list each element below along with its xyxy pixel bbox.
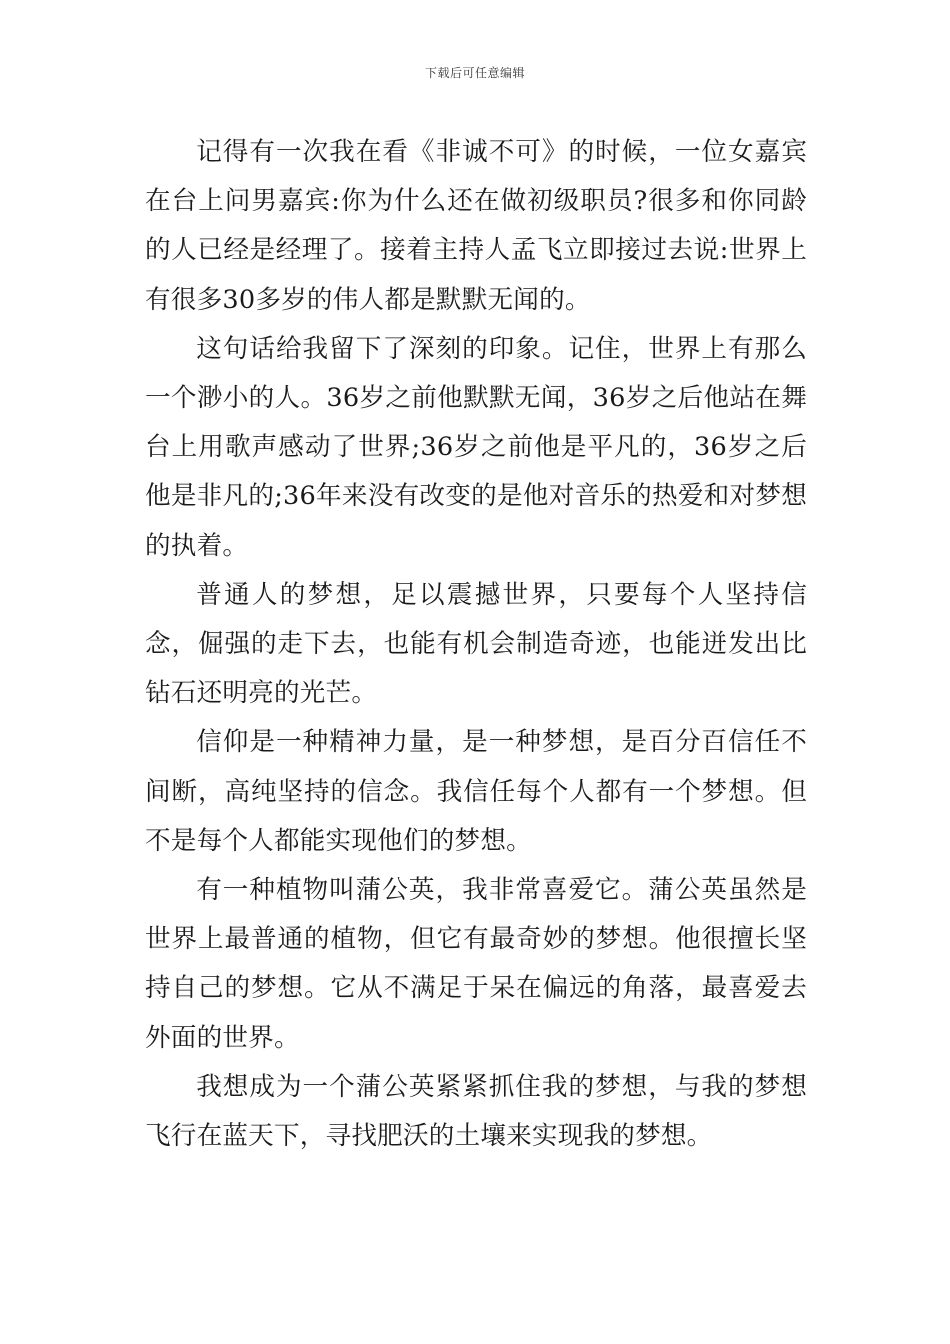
paragraph-5: 有一种植物叫蒲公英，我非常喜爱它。蒲公英虽然是世界上最普通的植物，但它有最奇妙的梦想。他很擅长坚持自己的梦想。它从不满足于呆在偏远的角落，最喜爱去外面的世界。 [145,875,807,1053]
header-note: 下载后可任意编辑 [424,66,525,80]
paragraph-3: 普通人的梦想，足以震撼世界，只要每个人坚持信念，倔强的走下去，也能有机会制造奇迹，也能迸发出比钻石还明亮的光芒。 [145,579,807,709]
paragraph-1: 记得有一次我在看《非诚不可》的时候，一位女嘉宾在台上问男嘉宾:你为什么还在做初级职员?很多和你同龄的人已经是经理了。接着主持人孟飞立即接过去说:世界上有很多30多岁的伟人都是默默无闻的。 [145,137,807,315]
paragraph-2: 这句话给我留下了深刻的印象。记住，世界上有那么一个渺小的人。36岁之前他默默无闻，36岁之后他站在舞台上用歌声感动了世界;36岁之前他是平凡的，36岁之后他是非凡的;36年来没有改变的是他对音乐的热爱和对梦想的执着。 [145,333,807,561]
body-text [145,128,807,1161]
paragraph-4: 信仰是一种精神力量，是一种梦想，是百分百信任不间断，高纯坚持的信念。我信任每个人都有一个梦想。但不是每个人都能实现他们的梦想。 [145,727,807,856]
paragraph-6: 我想成为一个蒲公英紧紧抓住我的梦想，与我的梦想飞行在蓝天下，寻找肥沃的土壤来实现我的梦想。 [145,1071,807,1152]
